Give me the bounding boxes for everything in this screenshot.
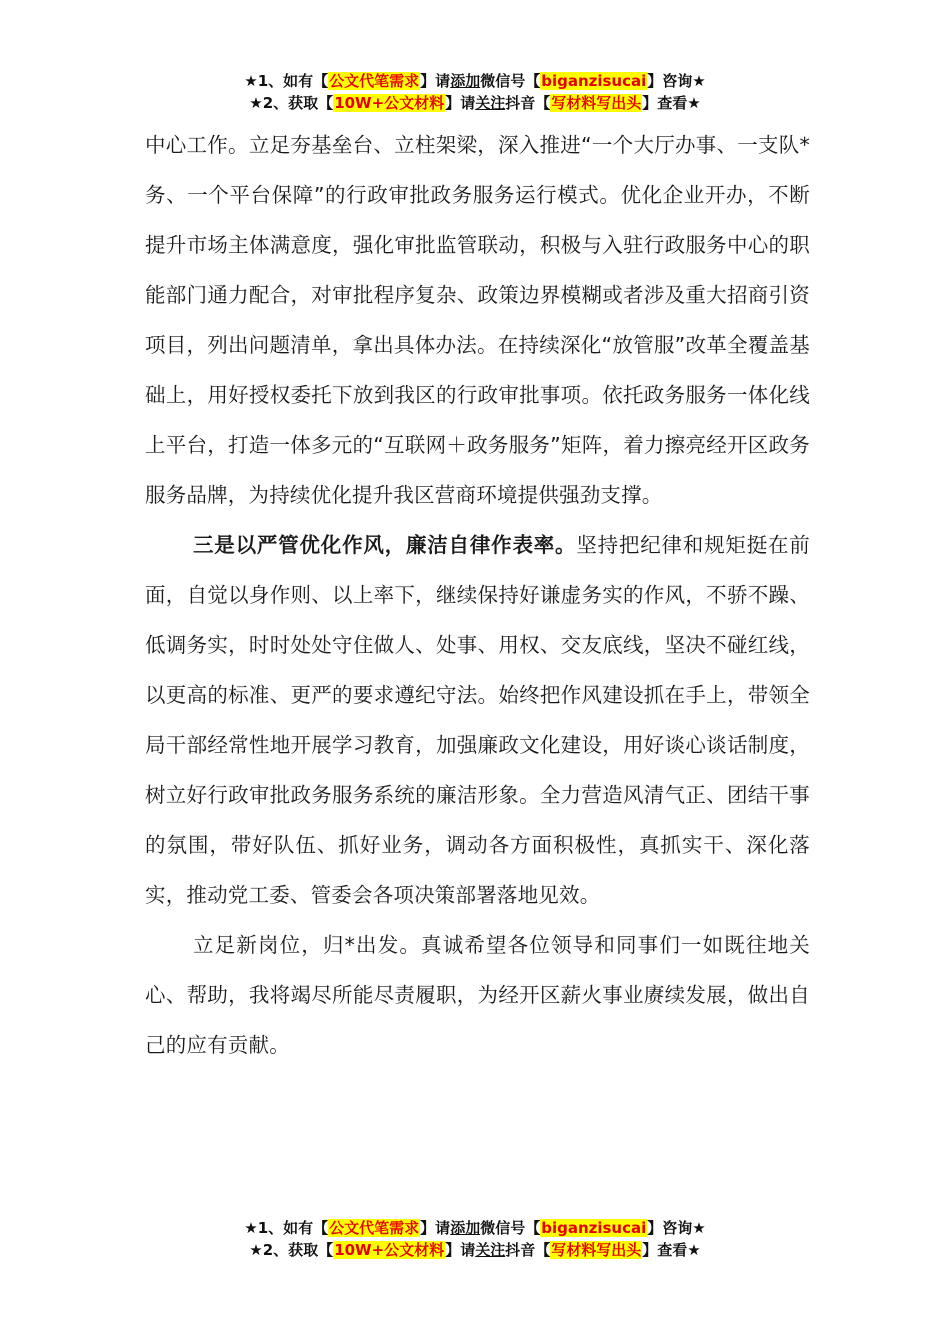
paragraph-2-text: 坚持把纪律和规矩挺在前面，自觉以身作则、以上率下，继续保持好谦虚务实的作风，不骄不躁、低调务实，时时处处守住做人、处事、用权、交友底线，坚决不碰红线，以更高的标准、更严的要求遵纪守法。始终把作风建设抓在手上，带领全局干部经常性地开展学习教育，加强廉政文化建设，用好谈心谈话制度，树立好行政审批政务服务系统的廉洁形象。全力营造风清气正、团结干事的氛围，带好队伍、抓好业务，调动各方面积极性，真抓实干、深化落实，推动党工委、管委会各项决策部署落地见效。: [145, 533, 810, 907]
promo-text: 】查看★: [642, 94, 701, 112]
promo-line-2: [0, 92, 950, 114]
promo-text: ★2、获取【: [249, 94, 334, 112]
promo-text: 微信号【: [480, 1219, 541, 1237]
paragraph-1: 中心工作。立足夯基垒台、立柱架梁，深入推进“一个大厅办事、一支队*务、一个平台保障”的行政审批政务服务运行模式。优化企业开办，不断提升市场主体满意度，强化审批监管联动，积极与入驻行政服务中心的职能部门通力配合，对审批程序复杂、政策边界模糊或者涉及重大招商引资项目，列出问题清单，拿出具体办法。在持续深化“放管服”改革全覆盖基础上，用好授权委托下放到我区的行政审批事项。依托政务服务一体化线上平台，打造一体多元的“互联网＋政务服务”矩阵，着力擦亮经开区政务服务品牌，为持续优化提升我区营商环境提供强劲支撑。: [145, 133, 810, 507]
promo-text: ★2、获取【: [249, 1241, 334, 1259]
paragraph-2-heading: 三是以严管优化作风，廉洁自律作表率。: [193, 533, 577, 557]
promo-text: 微信号【: [480, 72, 541, 90]
promo-text: 】请: [420, 1219, 451, 1237]
promo-highlight: 公文代笔需求: [329, 1219, 420, 1237]
promo-text: 】请: [445, 94, 476, 112]
promo-underline: 关注: [475, 1241, 506, 1259]
promo-line-2: [0, 1239, 950, 1261]
promo-highlight-douyin: 写材料写出头: [551, 94, 642, 112]
promo-highlight-douyin: 写材料写出头: [551, 1241, 642, 1259]
promo-text: 】咨询★: [647, 1219, 706, 1237]
promo-text: 】咨询★: [647, 72, 706, 90]
promo-highlight: 10W+公文材料: [334, 94, 445, 112]
promo-highlight-wechat: biganzisucai: [541, 72, 647, 90]
promo-text: 】查看★: [642, 1241, 701, 1259]
promo-text: 抖音【: [505, 94, 551, 112]
paragraph-2: [145, 520, 810, 920]
promo-underline: 添加: [450, 72, 481, 90]
promo-text: 】请: [420, 72, 451, 90]
footer-promo: [0, 1217, 950, 1261]
header-promo: [0, 70, 950, 114]
promo-highlight: 10W+公文材料: [334, 1241, 445, 1259]
promo-line-1: [0, 70, 950, 92]
promo-text: 抖音【: [505, 1241, 551, 1259]
promo-text: 】请: [445, 1241, 476, 1259]
promo-underline: 关注: [475, 94, 506, 112]
promo-highlight: 公文代笔需求: [329, 72, 420, 90]
promo-highlight-wechat: biganzisucai: [541, 1219, 647, 1237]
promo-underline: 添加: [450, 1219, 481, 1237]
promo-text: ★1、如有【: [244, 72, 329, 90]
promo-line-1: [0, 1217, 950, 1239]
document-body: [145, 120, 810, 1070]
promo-text: ★1、如有【: [244, 1219, 329, 1237]
paragraph-3: 立足新岗位，归*出发。真诚希望各位领导和同事们一如既往地关心、帮助，我将竭尽所能尽责履职，为经开区薪火事业赓续发展，做出自己的应有贡献。: [145, 933, 810, 1057]
